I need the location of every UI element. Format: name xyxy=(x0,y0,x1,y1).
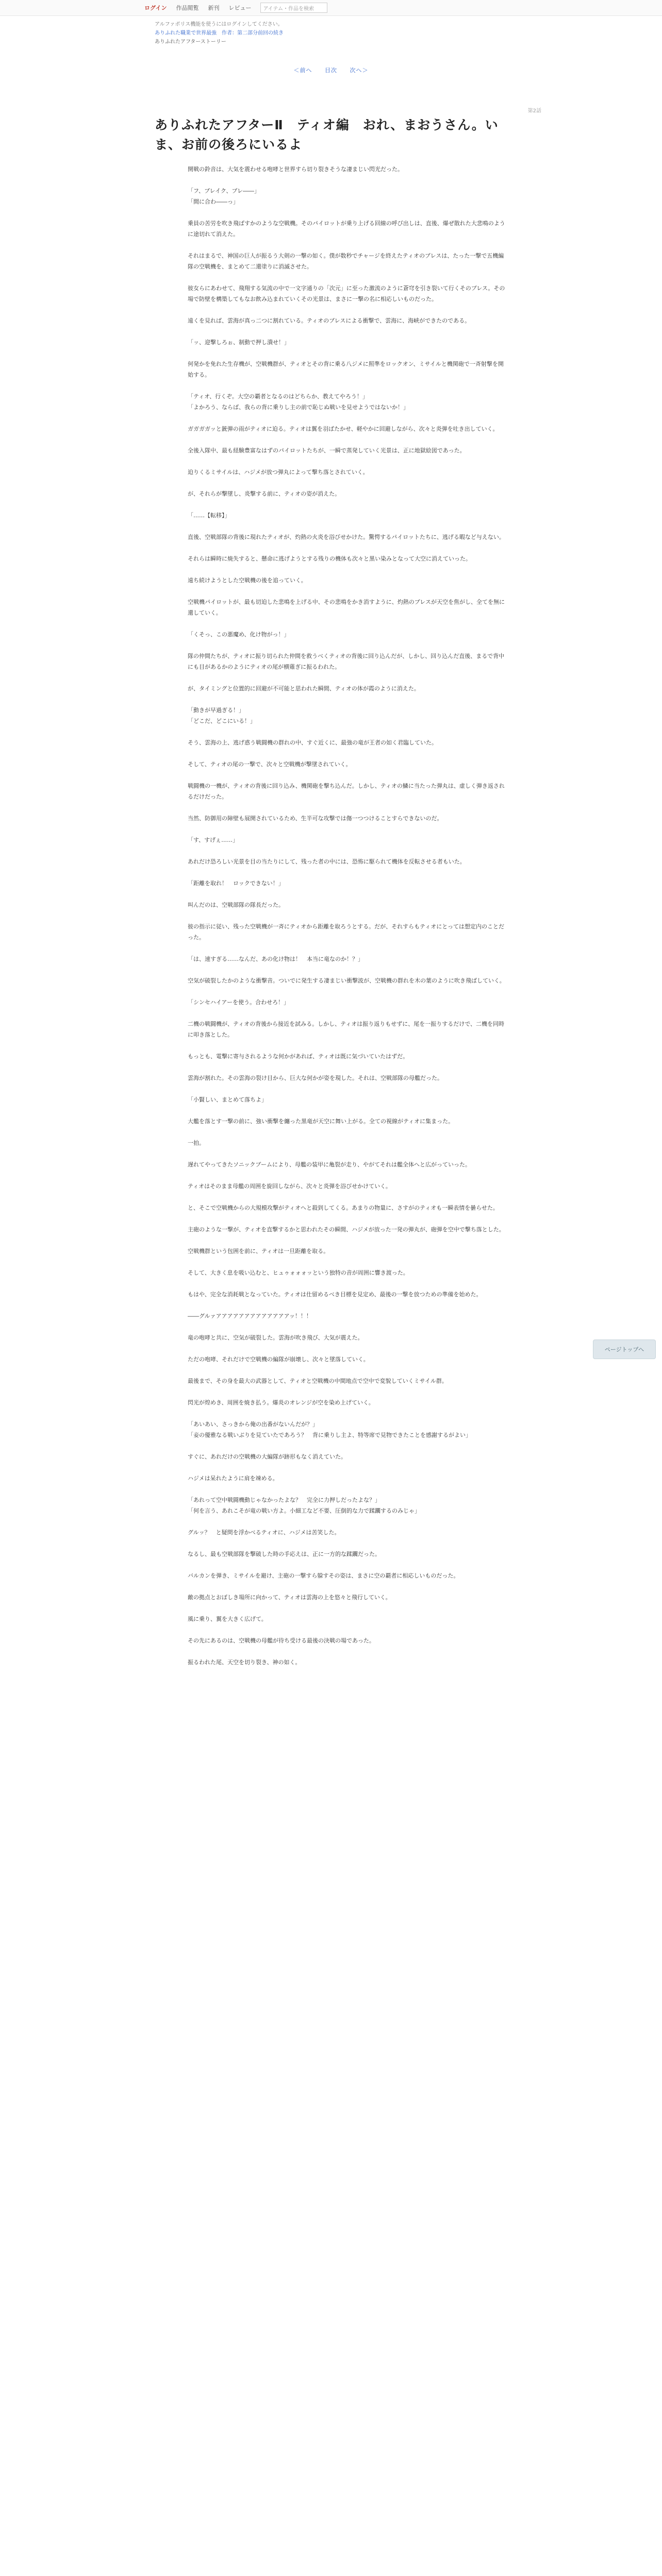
paragraph-gap xyxy=(155,1386,541,1397)
paragraph: 「あいあい、さっきから俺の出番がないんだが？」 xyxy=(188,1421,318,1428)
paragraph-gap xyxy=(155,586,541,597)
paragraph: 遅れてやってきたソニックブームにより、母艦の装甲に亀裂が走り、やがてそれは艦全体へと広がっていった。 xyxy=(188,1161,471,1168)
next-chapter-link[interactable]: 次へ＞ xyxy=(350,67,369,74)
paragraph-gap xyxy=(155,1603,541,1614)
search-input[interactable]: アイテム・作品を検索 xyxy=(260,3,327,13)
paragraph: 「妾の優雅なる戦いぶりを見ていたであろう？ 背に乗りし主よ、特等席で見物できたことを感謝するがよい」 xyxy=(188,1432,471,1438)
paragraph-gap xyxy=(155,726,541,737)
login-link[interactable]: ログイン xyxy=(144,5,167,11)
paragraph: 何発かを免れた生存機が、空戦機群が、ティオとその背に乗る八ジメに照準をロックオン、ミサイルと機関砲で一斉射撃を開始する。 xyxy=(188,361,504,378)
paragraph-gap xyxy=(155,1581,541,1592)
paragraph-gap xyxy=(155,1148,541,1159)
paragraph-gap xyxy=(155,770,541,781)
paragraph: 最後まで、その身を最大の武器として、ティオと空戦機の中間地点で空中で変貌していくミサイル群。 xyxy=(188,1378,448,1384)
page-top-button[interactable]: ページトップへ xyxy=(593,1340,656,1359)
paragraph-gap xyxy=(155,910,541,921)
paragraph: 空戦機パイロットが、最も切迫した悲鳴を上げる中、その悲鳴をかき消すように、灼熱のブレスが天空を焦がし、全てを無に還していく。 xyxy=(188,599,505,616)
paragraph-gap xyxy=(155,1365,541,1376)
paragraph-gap xyxy=(155,348,541,359)
paragraph: グルッ？ と疑問を浮かべるティオに、ハジメは苦笑した。 xyxy=(188,1529,340,1536)
paragraph: そして、ティオの尾の一撃で、次々と空戦機が撃墜されていく。 xyxy=(188,761,352,768)
paragraph: なるし、最も空戦部隊を撃破した時の手応えは、正に一方的な蹂躙だった。 xyxy=(188,1551,380,1557)
paragraph: 「シンセハイアーを使う。合わせろ！」 xyxy=(188,999,290,1006)
paragraph: ガガガガッと銃弾の雨がティオに迫る。ティオは翼を羽ばたかせ、軽やかに回避しながら、次々と炎弾を吐き出していく。 xyxy=(188,426,499,432)
paragraph-gap xyxy=(155,867,541,878)
paragraph: 竜の咆哮と共に、空気が破裂した。雲海が吹き飛び、大気が震えた。 xyxy=(188,1334,363,1341)
paragraph: が、それらが撃墜し、炎撃する前に、ティオの姿が消えた。 xyxy=(188,490,341,497)
paragraph-gap xyxy=(155,1408,541,1419)
paragraph: 風に乗り、翼を大きく広げて。 xyxy=(188,1616,267,1622)
paragraph: 振るわれた尾、天空を切り裂き、神の如く。 xyxy=(188,1659,301,1666)
paragraph: 叫んだのは、空戦部隊の隊長だった。 xyxy=(188,902,284,908)
paragraph-gap xyxy=(155,1321,541,1332)
paragraph: そう、雲海の上、逃げ惑う戦闘機の群れの中、すぐ近くに、最強の竜が王者の如く君臨していた。 xyxy=(188,739,437,746)
paragraph-gap xyxy=(155,1213,541,1224)
paragraph: 雲海が割れた。その雲海の裂け目から、巨大な何かが姿を現した。それは、空戦部隊の母艦だった。 xyxy=(188,1075,443,1081)
chapter-title-line: ま、お前の後ろにいるよ xyxy=(155,137,303,152)
paragraph-gap xyxy=(155,272,541,283)
paragraph: 迫りくるミサイルは、ハジメが放つ弾丸によって撃ち落とされていく。 xyxy=(188,469,369,476)
paragraph: ハジメは呆れたように肩を竦める。 xyxy=(188,1475,278,1482)
paragraph: 開戦の鈴音は、大気を震わせる咆哮と世界すら切り裂きそうな凄まじい閃光だった。 xyxy=(188,166,403,173)
paragraph-gap xyxy=(155,1257,541,1267)
paragraph-gap xyxy=(155,889,541,900)
paragraph: 「動きが早過ぎる！」 xyxy=(188,707,244,714)
paragraph-gap xyxy=(155,1516,541,1527)
paragraph: と、そこで空戦機からの大規模攻撃がティオへと殺到してくる。あまりの物量に、さすがのティオも一瞬表情を曇らせた。 xyxy=(188,1205,499,1211)
paragraph-gap xyxy=(155,986,541,997)
paragraph-gap xyxy=(155,1440,541,1451)
paragraph-gap xyxy=(155,413,541,423)
paragraph: 隊の仲間たちが、ティオに振り切られた仲間を救うべくティオの背後に回り込んだが、しかし、回り込んだ直後、まるで背中にも目があるかのようにティオの尾が横薙ぎに振るわれた。 xyxy=(188,653,505,670)
chapter-title-line: ありふれたアフターⅡ ティオ編 おれ、まおうさん。い xyxy=(155,117,499,132)
paragraph: ティオはそのまま母艦の周囲を旋回しながら、次々と炎弾を浴びせかけていく。 xyxy=(188,1183,391,1190)
paragraph-gap xyxy=(155,1083,541,1094)
paragraph: 乗員の苦労を吹き飛ばすかのような空戦機。そのパイロットが乗り上げる回線の呼び出しは、直後、爆ぜ散れた大悲鳴のように途切れて消えた。 xyxy=(188,220,505,238)
paragraph-gap xyxy=(155,304,541,315)
paragraph: 「間に合わ――っ」 xyxy=(188,198,239,205)
paragraph-gap xyxy=(155,240,541,250)
chapter-pager xyxy=(0,66,662,74)
paragraph: 遠ち続けようとした空戦機の後を追っていく。 xyxy=(188,577,307,584)
toc-link[interactable]: 目次 xyxy=(325,67,337,74)
review-link[interactable]: レビュー xyxy=(228,5,252,11)
paragraph-gap xyxy=(155,964,541,975)
paragraph-gap xyxy=(155,1040,541,1051)
paragraph-gap xyxy=(155,802,541,813)
paragraph: 「くそっ、この悪魔め、化け物がっ！」 xyxy=(188,631,290,638)
paragraph-gap xyxy=(155,1484,541,1495)
paragraph-gap xyxy=(155,943,541,954)
paragraph-gap xyxy=(155,845,541,856)
paragraph: 閃光が煌めき、周囲を焼き払う。爆炎のオレンジが空を染め上げていく。 xyxy=(188,1399,374,1406)
paragraph-gap xyxy=(155,1624,541,1635)
paragraph-gap xyxy=(155,1278,541,1289)
paragraph-gap xyxy=(155,1646,541,1657)
paragraph: あれだけ恐ろしい光景を目の当たりにして、残った者の中には、恐怖に駆られて機体を反転させる者もいた。 xyxy=(188,858,466,865)
work-header xyxy=(0,16,662,46)
paragraph: 直後、空戦部隊の背後に現れたティオが、灼熱の火炎を浴びせかけた。驚愕するパイロットたちに、逃げる暇など与えない。 xyxy=(188,534,505,540)
paragraph: 全後入隊中、最も経験豊富なはずのパイロットたちが、一瞬で蒸発していく光景は、正に地獄絵図であった。 xyxy=(188,447,466,454)
paragraph-gap xyxy=(155,478,541,488)
paragraph: 「は、速すぎる……なんだ、あの化け物は！ 本当に竜なのか！？」 xyxy=(188,956,363,962)
paragraph-gap xyxy=(155,1538,541,1549)
paragraph-gap xyxy=(155,207,541,218)
paragraph: ――グルァアアアアアアアアアアアアアッ！！！ xyxy=(188,1313,312,1319)
paragraph-gap xyxy=(155,748,541,759)
paragraph-gap xyxy=(155,1235,541,1246)
paragraph: それはまるで、神国の巨人が振るう大剣の一撃の如く。僕が数秒でチャージを終えたティオのブレスは、たった一撃で五機編隊の空戦機を、まとめて二還塗りに消滅させた。 xyxy=(188,252,504,270)
paragraph: 「あれって空中戦闘機動じゃなかったよな？ 完全に力押しだったよな？」 xyxy=(188,1497,380,1503)
paragraph-gap xyxy=(155,1300,541,1311)
paragraph-gap xyxy=(155,326,541,337)
paragraph-gap xyxy=(155,1343,541,1354)
paragraph: 敵の拠点とおぼしき場所に向かって、ティオは雲海の上を悠々と飛行していく。 xyxy=(188,1594,391,1601)
paragraph: 「……【転移】」 xyxy=(188,512,230,519)
paragraph-gap xyxy=(155,543,541,553)
work-subtitle: ありふれたアフターストーリー xyxy=(155,39,226,45)
chapter-title xyxy=(155,115,541,155)
prev-chapter-link[interactable]: ＜前へ xyxy=(293,67,312,74)
paragraph: もっとも、電撃に寄与されるような何かがあれば、ティオは既に気づいていたはずだ。 xyxy=(188,1053,409,1060)
paragraph: 「小賢しい、まとめて落ちよ」 xyxy=(188,1096,267,1103)
paragraph-gap xyxy=(155,1105,541,1116)
paragraph: 大艦を落とす一撃の前に、強い衝撃を纏った黒竜が天空に舞い上がる。全ての視線がティオに集まった。 xyxy=(188,1118,454,1125)
paragraph: そして、大きく息を吸い込むと、ヒュゥォォォッという独特の音が周囲に響き渡った。 xyxy=(188,1269,409,1276)
paragraph-gap xyxy=(155,672,541,683)
series-link[interactable]: ありふれた職業で世界最強 作者：第二部分前回の続き xyxy=(155,30,284,36)
chapter-body xyxy=(155,164,541,1668)
paragraph: 一拍。 xyxy=(188,1140,205,1146)
paragraph: バルカンを弾き、ミサイルを避け、主砲の一撃すら躱すその姿は、まさに空の覇者に相応しいものだった。 xyxy=(188,1572,459,1579)
paragraph-gap xyxy=(155,564,541,575)
paragraph-gap xyxy=(155,1008,541,1019)
paragraph-gap xyxy=(155,640,541,651)
login-hint: アルファポリス機能を使うにはログインしてください。 xyxy=(155,22,283,27)
paragraph-gap xyxy=(155,694,541,705)
paragraph: 空戦機群という包囲を前に、ティオは一旦距離を取る。 xyxy=(188,1248,329,1255)
paragraph: 「ッ、迎撃しろぉ、制動で押し潰せ！」 xyxy=(188,339,290,346)
paragraph: 「何を言う、あれこそが竜の戦い方よ。小細工など不要、圧倒的な力で蹂躙するのみじゃ」 xyxy=(188,1507,420,1514)
paragraph: 当然、防御用の障壁も展開されているため、生半可な攻撃では傷一つつけることすらできないのだ。 xyxy=(188,815,443,822)
paragraph: 主砲のような一撃が、ティオを直撃するかと思われたその瞬間、ハジメが放った一発の弾丸が、砲弾を空中で撃ち落とした。 xyxy=(188,1226,505,1233)
paragraph: 「す、すげぇ……」 xyxy=(188,837,239,843)
paragraph: 戦闘機の一機が、ティオの背後に回り込み、機関砲を撃ち込んだ。しかし、ティオの鱗に当たった弾丸は、虚しく弾き返されるだけだった。 xyxy=(188,783,505,800)
paragraph-gap xyxy=(155,1127,541,1138)
paragraph-gap xyxy=(155,824,541,835)
paragraph-gap xyxy=(155,1560,541,1570)
chapter-content xyxy=(155,106,541,1668)
paragraph: 「距離を取れ！ ロックできない！」 xyxy=(188,880,284,887)
paragraph-gap xyxy=(155,521,541,532)
paragraph: 彼の指示に従い、残った空戦機が一斉にティオから距離を取ろうとする。だが、それすらもティオにとっては想定内のことだった。 xyxy=(188,923,505,941)
paragraph-gap xyxy=(155,618,541,629)
novels-link[interactable]: 新刊 xyxy=(208,5,220,11)
paragraph: 「よかろう、ならば、我らの背に乗りし主の前で恥じぬ戦いを見せようではないか！」 xyxy=(188,404,409,411)
paragraph-gap xyxy=(155,380,541,391)
paragraph-gap xyxy=(155,499,541,510)
paragraph: ただの咆哮、それだけで空戦機の編隊が崩壊し、次々と墜落していく。 xyxy=(188,1356,369,1363)
paragraph: 二機の戦闘機が、ティオの背後から接近を試みる。しかし、ティオは振り返りもせずに、尾を一振りするだけで、二機を同時に叩き落とした。 xyxy=(188,1021,505,1038)
paragraph-gap xyxy=(155,1170,541,1181)
paragraph: が、タイミングと位置的に回避が不可能と思われた瞬間、ティオの体が霞のように消えた。 xyxy=(188,685,420,692)
paragraph-gap xyxy=(155,434,541,445)
paragraph-gap xyxy=(155,175,541,185)
paragraph: それらは瞬時に焼失すると、懸命に逃げようとする残りの機体も次々と黒い染みとなって大空に消えていった。 xyxy=(188,555,471,562)
works-link[interactable]: 作品閲覧 xyxy=(176,5,199,11)
paragraph: 空気が破裂したかのような衝撃音。ついでに発生する凄まじい衝撃波が、空戦機の群れを木の葉のように吹き飛ばしていく。 xyxy=(188,977,505,984)
paragraph: 「ティオ、行くぞ。大空の覇者となるのはどちらか、教えてやろう！」 xyxy=(188,393,368,400)
paragraph-gap xyxy=(155,1192,541,1202)
paragraph: 「どこだ、どこにいる！」 xyxy=(188,718,256,724)
paragraph-gap xyxy=(155,1462,541,1473)
paragraph: すぐに、あれだけの空戦機の大編隊が跡形もなく消えていた。 xyxy=(188,1453,346,1460)
chapter-number: 第2話 xyxy=(527,108,541,114)
paragraph: 「フ、ブレイク、ブレ――」 xyxy=(188,188,260,194)
paragraph: その先にあるのは、空戦機の母艦が待ち受ける最後の決戦の場であった。 xyxy=(188,1637,375,1644)
paragraph-gap xyxy=(155,456,541,467)
paragraph: 彼女らにあわせて、飛翔する気流の中で一文字通りの「次元」に至った激流のように蒼穹を引き裂いて行くそのブレス。その場で防壁を構築してもなお飲み込まれていくその光景は、まさに一撃の名に相応しいものだった。 xyxy=(188,285,505,302)
top-navigation-bar xyxy=(0,0,662,16)
paragraph-gap xyxy=(155,1062,541,1073)
paragraph: もはや、完全な消耗戦となっていた。ティオは仕留めるべき目標を見定め、最後の一撃を放つための準備を始めた。 xyxy=(188,1291,482,1298)
paragraph: 遠くを見れば、雲海が真っ二つに割れている。ティオのブレスによる衝撃で、雲海に、海峡ができたのである。 xyxy=(188,317,471,324)
